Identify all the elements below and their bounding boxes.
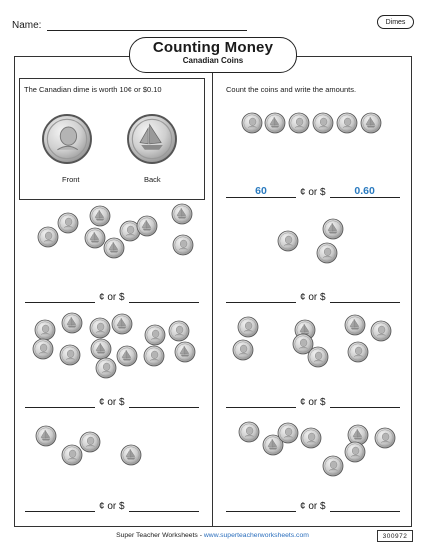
cents-or-dollars: ¢ or $ <box>99 501 125 512</box>
problem-5-dollars-blank[interactable] <box>129 499 199 512</box>
front-label: Front <box>62 175 80 184</box>
topic-badge: Dimes <box>377 15 414 29</box>
problem-6-dollars-blank[interactable] <box>330 499 400 512</box>
problem-3-cents-blank[interactable] <box>25 395 95 408</box>
dime-info-text: The Canadian dime is worth 10¢ or $0.10 <box>24 85 162 94</box>
problem-5-answer <box>25 499 199 512</box>
cents-or-dollars: ¢ or $ <box>99 292 125 303</box>
problem-5-coins <box>36 426 141 465</box>
problem-3-dollars-blank[interactable] <box>129 395 199 408</box>
problem-4-cents-blank[interactable] <box>226 395 296 408</box>
dime-front-icon <box>43 115 91 163</box>
page-title: Counting Money <box>152 39 274 56</box>
problem-1-answer <box>25 290 199 303</box>
cents-or-dollars: ¢ or $ <box>300 501 326 512</box>
example-cents-blank[interactable]: 60 <box>226 185 296 198</box>
problem-1-cents-blank[interactable] <box>25 290 95 303</box>
problem-5-cents-blank[interactable] <box>25 499 95 512</box>
cents-or-dollars: ¢ or $ <box>300 187 326 198</box>
problem-3-answer <box>25 395 199 408</box>
title-banner <box>129 37 297 73</box>
cents-or-dollars: ¢ or $ <box>300 397 326 408</box>
footer-link[interactable]: www.superteacherworksheets.com <box>203 532 309 539</box>
footer <box>0 532 425 539</box>
problem-2-coins <box>278 219 343 263</box>
problem-6-cents-blank[interactable] <box>226 499 296 512</box>
page-subtitle: Canadian Coins <box>182 56 244 65</box>
problem-2-dollars-blank[interactable] <box>330 290 400 303</box>
example-dollars-blank[interactable]: 0.60 <box>330 185 400 198</box>
problem-1-dollars-blank[interactable] <box>129 290 199 303</box>
instructions: Count the coins and write the amounts. <box>226 85 357 94</box>
problem-4-dollars-blank[interactable] <box>330 395 400 408</box>
footer-brand: Super Teacher Worksheets - <box>116 532 204 539</box>
example-coins <box>242 113 381 133</box>
problem-2-answer <box>226 290 400 303</box>
cents-or-dollars: ¢ or $ <box>300 292 326 303</box>
problem-2-cents-blank[interactable] <box>226 290 296 303</box>
dime-back-icon <box>128 115 176 163</box>
example-answer <box>226 185 400 198</box>
problem-6-answer <box>226 499 400 512</box>
problem-4-coins <box>233 315 391 367</box>
problem-6-coins <box>239 422 395 476</box>
back-label: Back <box>144 175 161 184</box>
name-label: Name: <box>12 20 42 31</box>
cents-or-dollars: ¢ or $ <box>99 397 125 408</box>
problem-3-coins <box>33 313 195 378</box>
worksheet-code: 300972 <box>377 530 413 542</box>
problem-1-coins <box>38 204 193 258</box>
problem-4-answer <box>226 395 400 408</box>
